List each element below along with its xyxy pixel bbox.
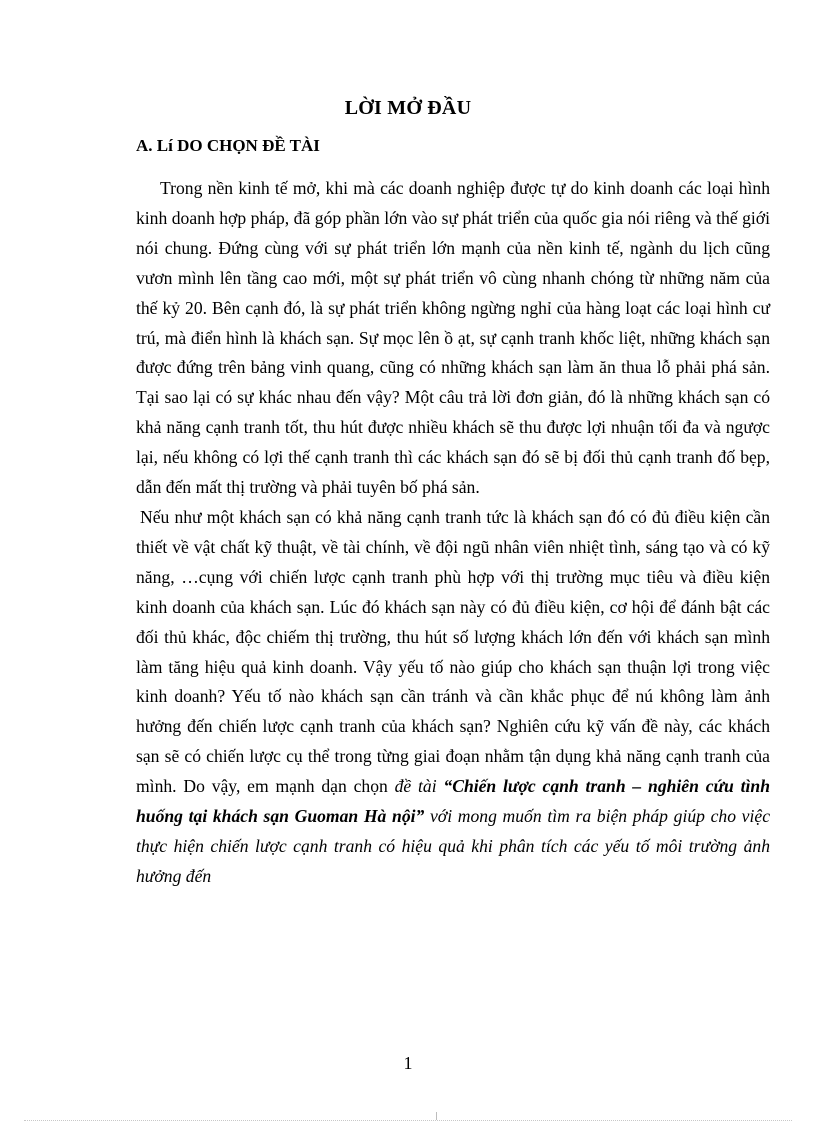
section-heading: A. Lí DO CHỌN ĐỀ TÀI <box>136 136 320 155</box>
page-break-mark <box>436 1112 441 1120</box>
document-title: LỜI MỞ ĐẦU <box>344 97 472 119</box>
page-bottom-divider <box>24 1120 792 1121</box>
paragraph-1: Trong nền kinh tế mở, khi mà các doanh nghiệp được tự do kinh doanh các loại hình kinh doanh hợp pháp, đã góp phần lớn vào sự phát triển của quốc gia nói riêng và thế giới nói chung. Đứng cùng với sự phát triển lớn mạnh của nền kinh tế, ngành du lịch cũng vươn mình lên tầng cao mới, một sự phát triển vô cùng nhanh chóng từ những năm của thế kỷ 20. Bên cạnh đó, là sự phát triển không ngừng nghỉ của hàng loạt các loại hình cư trú, mà điển hình là khách sạn. Sự mọc lên ồ ạt, sự cạnh tranh khốc liệt, những khách sạn được đứng trên bảng vinh quang, cũng có những khách sạn làm ăn thua lỗ phải phá sản. Tại sao lại có sự khác nhau đến vậy? Một câu trả lời đơn giản, đó là những khách sạn có khả năng cạnh tranh tốt, thu hút được nhiều khách sẽ thu được lợi nhuận tối đa và ngược lại, nếu không có lợi thế cạnh tranh thì các khách sạn đó sẽ bị đối thủ cạnh tranh đố bẹp, dẫn đến mất thị trường và phải tuyên bố phá sản. <box>136 178 770 498</box>
paragraph-2-main: Nếu như một khách sạn có khả năng cạnh tranh tức là khách sạn đó có đủ điều kiện cần thiết về vật chất kỹ thuật, về tài chính, về đội ngũ nhân viên nhiệt tình, sáng tạo và có kỹ năng, …cụng với chiến lược cạnh tranh phù hợp với thị trường mục tiêu và điều kiện kinh doanh của khách sạn. Lúc đó khách sạn này có đủ điều kiện, cơ hội để đánh bật các đối thủ khác, độc chiếm thị trường, thu hút số lượng khách lớn đến với khách sạn mình làm tăng hiệu quả kinh doanh. Vậy yếu tố nào giúp cho khách sạn thuận lợi trong việc kinh doanh? Yếu tố nào khách sạn cần tránh và cần khắc phục để nú không làm ảnh hưởng đến chiến lược cạnh tranh của khách sạn? Nghiên cứu kỹ vấn đề này, các khách sạn sẽ có chiến lược cụ thể trong từng giai đoạn nhằm tận dụng khả năng cạnh tranh của mình. Do vậy, em mạnh dạn chọn <box>136 506 770 797</box>
thesis-title: “Chiến lược cạnh tranh – nghiên cứu tình huống tại khách sạn Guoman Hà nội” <box>136 776 770 827</box>
page-number: 1 <box>403 1053 413 1073</box>
paragraph-2 <box>136 503 770 892</box>
paragraph-2-italic-tail: với mong muốn tìm ra biện pháp giúp cho việc thực hiện chiến lược cạnh tranh có hiệu quả khi phân tích các yếu tố môi trường ảnh hưởng đến <box>136 806 770 886</box>
body-text <box>136 174 770 892</box>
paragraph-2-italic-lead: đề tài <box>394 776 437 797</box>
